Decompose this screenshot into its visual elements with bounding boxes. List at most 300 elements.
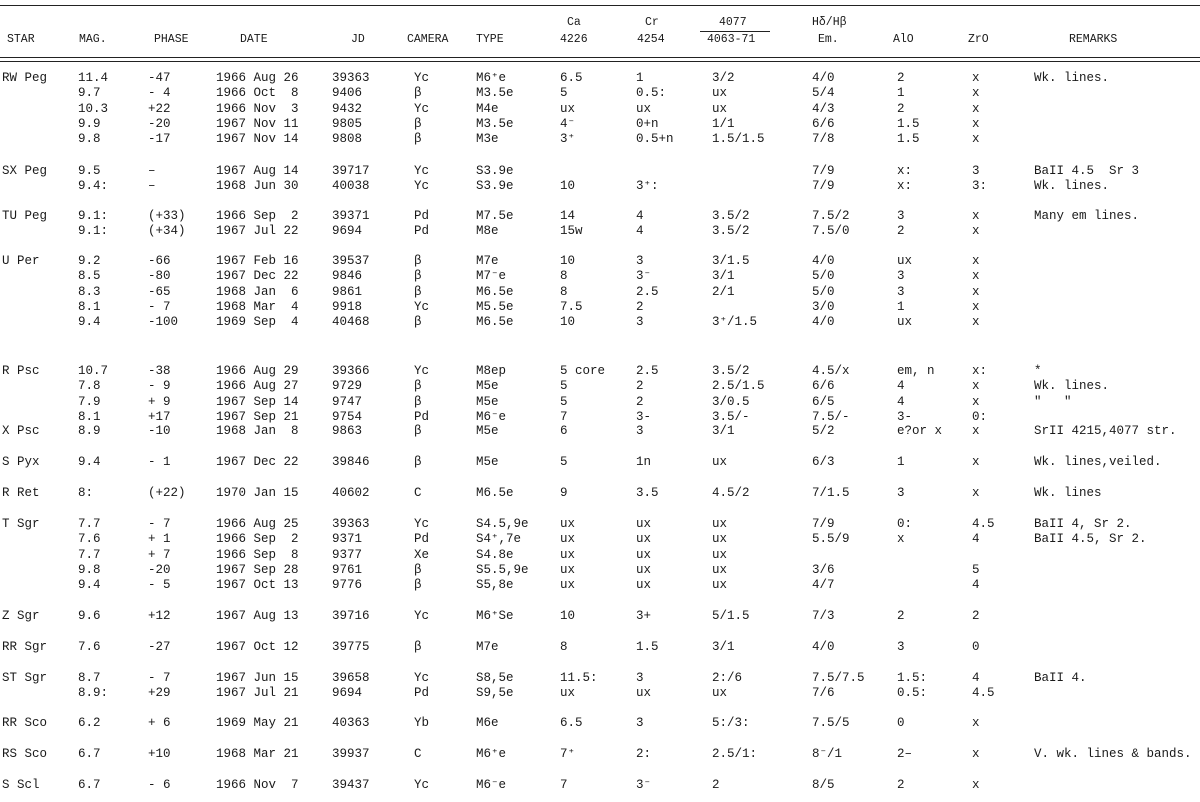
cell-camera: β	[414, 455, 422, 469]
cell-type: M3e	[476, 132, 499, 147]
cell-ca: 14	[560, 209, 576, 223]
cell-ratio: ux	[712, 547, 728, 562]
cell-hdb: 4/7	[812, 578, 835, 593]
cell-zro: x	[972, 379, 980, 394]
star-name-u-per: U Per	[2, 254, 40, 268]
cell-camera: Pd	[414, 532, 430, 547]
cell-ratio: 3/1	[712, 640, 735, 654]
cell-cr: 0.5+n	[636, 132, 674, 147]
cell-cr: 3	[636, 424, 644, 438]
header-jd: JD	[351, 33, 365, 46]
cell-jd: 40602	[332, 486, 370, 500]
cell-type: S5,8e	[476, 578, 514, 593]
cell-mag: 8.5	[78, 269, 101, 284]
cell-ca: 7.5	[560, 299, 583, 314]
cell-alo: 3	[897, 486, 905, 500]
cell-phase: (+22)	[148, 486, 186, 500]
cell-cr: ux	[636, 101, 652, 116]
cell-camera: β	[414, 379, 422, 394]
cell-mag: 8.1	[78, 409, 101, 424]
cell-date: 1967 Aug 14	[216, 164, 299, 178]
cell-date: 1966 Aug 25	[216, 517, 299, 531]
cell-type: M8e	[476, 224, 499, 239]
cell-type: M7e	[476, 254, 499, 268]
cell-zro: x	[972, 747, 980, 761]
cell-camera: β	[414, 116, 422, 131]
header-alo: AlO	[893, 33, 914, 46]
cell-type: M6e	[476, 716, 499, 730]
cell-jd: 9377	[332, 547, 363, 562]
cell-ratio: ux	[712, 578, 728, 593]
cell-jd: 40363	[332, 716, 370, 730]
cell-camera: β	[414, 132, 422, 147]
cell-jd: 9729	[332, 379, 363, 394]
cell-jd: 9371	[332, 532, 363, 547]
cell-ratio: ux	[712, 86, 728, 101]
cell-camera: C	[414, 747, 422, 761]
cell-hdb: 7/3	[812, 609, 835, 623]
cell-ca: 7⁺	[560, 747, 576, 761]
cell-remarks: BaII 4.	[1034, 671, 1087, 685]
cell-ca: ux	[560, 562, 576, 577]
cell-camera: C	[414, 486, 422, 500]
cell-zro: x	[972, 315, 980, 330]
cell-hdb: 5/0	[812, 269, 835, 284]
cell-ca: 10	[560, 315, 576, 330]
cell-ratio: ux	[712, 532, 728, 547]
cell-phase: -100	[148, 315, 179, 330]
cell-ratio: ux	[712, 101, 728, 116]
star-name-sx-peg: SX Peg	[2, 164, 48, 178]
cell-zro: x	[972, 284, 980, 299]
cell-ratio: 3.5/2	[712, 224, 750, 239]
cell-hdb: 7/6	[812, 686, 835, 701]
cell-camera: Pd	[414, 224, 430, 239]
cell-zro: x:	[972, 364, 988, 378]
cell-ratio: 5:/3:	[712, 716, 750, 730]
cell-ca: 6.5	[560, 71, 583, 85]
cell-zro: 4	[972, 532, 980, 547]
cell-hdb: 7/8	[812, 132, 835, 147]
header-remarks: REMARKS	[1069, 33, 1118, 46]
cell-remarks: " "	[1034, 394, 1072, 409]
cell-phase: + 9	[148, 394, 171, 409]
cell-cr: 3-	[636, 409, 652, 424]
cell-camera: Yc	[414, 101, 430, 116]
cell-ca: 7	[560, 778, 568, 792]
cell-mag: 6.7	[78, 747, 101, 761]
cell-type: M4e	[476, 101, 499, 116]
top-rule	[0, 5, 1200, 6]
cell-zro: x	[972, 254, 980, 268]
cell-camera: β	[414, 284, 422, 299]
cell-zro: x	[972, 209, 980, 223]
cell-ratio: 2/1	[712, 284, 735, 299]
cell-phase: - 9	[148, 379, 171, 394]
cell-alo: 2	[897, 778, 905, 792]
header-zro: ZrO	[968, 33, 989, 46]
header-ca-bottom: 4226	[560, 33, 588, 46]
cell-hdb: 5/0	[812, 284, 835, 299]
cell-alo: x	[897, 532, 905, 547]
cell-ratio: 3/0.5	[712, 394, 750, 409]
cell-camera: β	[414, 315, 422, 330]
cell-remarks: Wk. lines	[1034, 486, 1102, 500]
cell-date: 1966 Aug 29	[216, 364, 299, 378]
cell-type: S5.5,9e	[476, 562, 529, 577]
cell-type: S9,5e	[476, 686, 514, 701]
cell-cr: 3	[636, 671, 644, 685]
cell-cr: 2	[636, 379, 644, 394]
cell-phase: + 1	[148, 532, 171, 547]
cell-alo: 2	[897, 101, 905, 116]
cell-type: S4.8e	[476, 547, 514, 562]
cell-jd: 40038	[332, 179, 370, 194]
cell-ca: 5 core	[560, 364, 606, 378]
cell-camera: β	[414, 640, 422, 654]
cell-hdb: 7/9	[812, 164, 835, 178]
cell-date: 1967 Jul 22	[216, 224, 299, 239]
cell-jd: 9406	[332, 86, 363, 101]
cell-ratio: ux	[712, 562, 728, 577]
cell-hdb: 6/6	[812, 116, 835, 131]
cell-camera: Yb	[414, 716, 430, 730]
cell-zro: 3:	[972, 179, 988, 194]
cell-date: 1968 Mar 21	[216, 747, 299, 761]
star-name-tu-peg: TU Peg	[2, 209, 48, 223]
cell-jd: 39658	[332, 671, 370, 685]
cell-jd: 39846	[332, 455, 370, 469]
star-name-s-pyx: S Pyx	[2, 455, 40, 469]
cell-mag: 7.6	[78, 640, 101, 654]
cell-mag: 8.9:	[78, 686, 109, 701]
cell-mag: 9.6	[78, 609, 101, 623]
cell-zro: x	[972, 101, 980, 116]
cell-alo: 2	[897, 71, 905, 85]
cell-mag: 7.8	[78, 379, 101, 394]
cell-alo: ux	[897, 254, 913, 268]
cell-cr: 3.5	[636, 486, 659, 500]
cell-mag: 10.7	[78, 364, 109, 378]
cell-jd: 39366	[332, 364, 370, 378]
cell-date: 1966 Sep 8	[216, 547, 299, 562]
cell-zro: x	[972, 224, 980, 239]
cell-phase: +10	[148, 747, 171, 761]
cell-jd: 9747	[332, 394, 363, 409]
cell-phase: +17	[148, 409, 171, 424]
star-name-r-ret: R Ret	[2, 486, 40, 500]
header-mag: MAG.	[79, 33, 107, 46]
cell-ca: 8	[560, 640, 568, 654]
cell-ratio: 5/1.5	[712, 609, 750, 623]
cell-ca: 8	[560, 269, 568, 284]
cell-ratio: ux	[712, 517, 728, 531]
cell-zro: x	[972, 86, 980, 101]
cell-ratio: 3/1	[712, 424, 735, 438]
cell-date: 1966 Aug 27	[216, 379, 299, 394]
header-cr-bottom: 4254	[637, 33, 665, 46]
cell-hdb: 4.5/x	[812, 364, 850, 378]
cell-zro: 0:	[972, 409, 988, 424]
cell-type: M8ep	[476, 364, 507, 378]
cell-cr: 1	[636, 71, 644, 85]
cell-camera: Pd	[414, 209, 430, 223]
star-name-rs-sco: RS Sco	[2, 747, 48, 761]
cell-camera: Yc	[414, 179, 430, 194]
cell-cr: 2	[636, 394, 644, 409]
cell-phase: -47	[148, 71, 171, 85]
cell-alo: 3	[897, 640, 905, 654]
cell-date: 1968 Mar 4	[216, 299, 299, 314]
cell-cr: 3+	[636, 609, 652, 623]
cell-jd: 39363	[332, 71, 370, 85]
cell-phase: –	[148, 164, 156, 178]
cell-mag: 7.6	[78, 532, 101, 547]
cell-hdb: 7.5/5	[812, 716, 850, 730]
cell-ratio: 3.5/2	[712, 209, 750, 223]
cell-phase: + 6	[148, 716, 171, 730]
cell-alo: 1	[897, 299, 905, 314]
cell-ca: 10	[560, 254, 576, 268]
cell-hdb: 7.5/0	[812, 224, 850, 239]
cell-phase: +29	[148, 686, 171, 701]
cell-hdb: 4/0	[812, 315, 835, 330]
ratio-fraction-bar	[700, 31, 770, 32]
star-name-z-sgr: Z Sgr	[2, 609, 40, 623]
cell-type: M3.5e	[476, 116, 514, 131]
cell-hdb: 8/5	[812, 778, 835, 792]
header-rule-upper	[0, 57, 1200, 58]
cell-phase: -17	[148, 132, 171, 147]
cell-cr: ux	[636, 686, 652, 701]
cell-phase: - 7	[148, 517, 171, 531]
cell-type: M7⁻e	[476, 269, 507, 284]
cell-jd: 9805	[332, 116, 363, 131]
star-name-rw-peg: RW Peg	[2, 71, 48, 85]
cell-mag: 8:	[78, 486, 94, 500]
cell-hdb: 7.5/-	[812, 409, 850, 424]
cell-jd: 9761	[332, 562, 363, 577]
cell-alo: 0.5:	[897, 686, 928, 701]
cell-mag: 10.3	[78, 101, 109, 116]
cell-cr: 1n	[636, 455, 652, 469]
cell-zro: 4	[972, 671, 980, 685]
cell-phase: -27	[148, 640, 171, 654]
cell-remarks: Wk. lines,veiled.	[1034, 455, 1162, 469]
header-ca-top: Ca	[567, 16, 581, 29]
cell-date: 1969 Sep 4	[216, 315, 299, 330]
cell-camera: β	[414, 254, 422, 268]
cell-cr: 3⁻	[636, 269, 652, 284]
cell-cr: 2:	[636, 747, 652, 761]
cell-ca: 15w	[560, 224, 583, 239]
cell-ratio: 2.5/1.5	[712, 379, 765, 394]
cell-zro: x	[972, 269, 980, 284]
cell-cr: 3⁺:	[636, 179, 659, 194]
cell-camera: Yc	[414, 299, 430, 314]
cell-ratio: 1.5/1.5	[712, 132, 765, 147]
cell-alo: 1.5	[897, 132, 920, 147]
cell-date: 1967 Feb 16	[216, 254, 299, 268]
cell-ca: 11.5:	[560, 671, 598, 685]
cell-hdb: 4/3	[812, 101, 835, 116]
cell-phase: (+34)	[148, 224, 186, 239]
cell-phase: - 4	[148, 86, 171, 101]
cell-type: S4.5,9e	[476, 517, 529, 531]
cell-jd: 9918	[332, 299, 363, 314]
cell-alo: x:	[897, 164, 913, 178]
cell-alo: 4	[897, 394, 905, 409]
cell-type: M6⁺e	[476, 71, 507, 85]
cell-ca: 6	[560, 424, 568, 438]
cell-zro: 4.5	[972, 686, 995, 701]
cell-zro: x	[972, 132, 980, 147]
cell-cr: ux	[636, 562, 652, 577]
header-hdb-bottom: Em.	[818, 33, 839, 46]
cell-type: S3.9e	[476, 164, 514, 178]
cell-alo: 1	[897, 455, 905, 469]
cell-ca: 9	[560, 486, 568, 500]
cell-hdb: 7/1.5	[812, 486, 850, 500]
cell-jd: 39717	[332, 164, 370, 178]
star-name-rr-sgr: RR Sgr	[2, 640, 48, 654]
cell-mag: 9.4:	[78, 179, 109, 194]
cell-phase: - 7	[148, 671, 171, 685]
star-name-r-psc: R Psc	[2, 364, 40, 378]
cell-cr: 3⁻	[636, 778, 652, 792]
cell-ratio: ux	[712, 455, 728, 469]
cell-date: 1966 Aug 26	[216, 71, 299, 85]
cell-date: 1967 Jun 15	[216, 671, 299, 685]
cell-hdb: 7/9	[812, 517, 835, 531]
cell-phase: -66	[148, 254, 171, 268]
cell-ratio: ux	[712, 686, 728, 701]
cell-hdb: 5.5/9	[812, 532, 850, 547]
cell-type: M6⁻e	[476, 778, 507, 792]
cell-type: M5e	[476, 379, 499, 394]
cell-mag: 6.7	[78, 778, 101, 792]
cell-ca: 8	[560, 284, 568, 299]
cell-date: 1967 Nov 14	[216, 132, 299, 147]
cell-type: M5e	[476, 455, 499, 469]
cell-phase: - 7	[148, 299, 171, 314]
header-ratio-top: 4077	[719, 16, 747, 29]
cell-ratio: 3⁺/1.5	[712, 315, 758, 330]
cell-ca: 5	[560, 86, 568, 101]
cell-phase: -20	[148, 562, 171, 577]
cell-zro: 4	[972, 578, 980, 593]
cell-type: M6.5e	[476, 284, 514, 299]
cell-zro: x	[972, 71, 980, 85]
cell-ratio: 3/1.5	[712, 254, 750, 268]
cell-camera: β	[414, 578, 422, 593]
cell-cr: 1.5	[636, 640, 659, 654]
cell-alo: 3	[897, 284, 905, 299]
cell-zro: x	[972, 394, 980, 409]
cell-camera: Yc	[414, 778, 430, 792]
cell-jd: 39716	[332, 609, 370, 623]
cell-ratio: 2:/6	[712, 671, 743, 685]
cell-ratio: 1/1	[712, 116, 735, 131]
cell-type: S3.9e	[476, 179, 514, 194]
cell-mag: 9.8	[78, 132, 101, 147]
cell-type: M6.5e	[476, 315, 514, 330]
cell-remarks: Wk. lines.	[1034, 71, 1110, 85]
cell-alo: 1.5	[897, 116, 920, 131]
header-phase: PHASE	[154, 33, 189, 46]
cell-alo: e?or x	[897, 424, 943, 438]
cell-mag: 7.9	[78, 394, 101, 409]
cell-ca: 4⁻	[560, 116, 576, 131]
cell-ca: 10	[560, 609, 576, 623]
cell-alo: em, n	[897, 364, 935, 378]
cell-ca: 6.5	[560, 716, 583, 730]
cell-phase: -65	[148, 284, 171, 299]
cell-mag: 9.4	[78, 578, 101, 593]
cell-remarks: BaII 4.5 Sr 3	[1034, 164, 1140, 178]
cell-cr: 3	[636, 254, 644, 268]
cell-camera: Yc	[414, 364, 430, 378]
cell-alo: 0:	[897, 517, 913, 531]
cell-hdb: 4/0	[812, 71, 835, 85]
cell-jd: 9776	[332, 578, 363, 593]
cell-phase: -38	[148, 364, 171, 378]
cell-alo: 2–	[897, 747, 913, 761]
cell-jd: 9863	[332, 424, 363, 438]
cell-mag: 7.7	[78, 517, 101, 531]
cell-cr: 0+n	[636, 116, 659, 131]
cell-type: M5e	[476, 394, 499, 409]
cell-mag: 8.7	[78, 671, 101, 685]
cell-hdb: 4/0	[812, 254, 835, 268]
cell-cr: 4	[636, 209, 644, 223]
cell-remarks: BaII 4.5, Sr 2.	[1034, 532, 1147, 547]
cell-zro: x	[972, 716, 980, 730]
cell-hdb: 6/5	[812, 394, 835, 409]
cell-date: 1967 Sep 14	[216, 394, 299, 409]
cell-zro: 4.5	[972, 517, 995, 531]
star-name-x-psc: X Psc	[2, 424, 40, 438]
cell-jd: 39937	[332, 747, 370, 761]
cell-hdb: 5/4	[812, 86, 835, 101]
cell-cr: 0.5:	[636, 86, 667, 101]
cell-ca: 7	[560, 409, 568, 424]
cell-jd: 39537	[332, 254, 370, 268]
cell-mag: 8.1	[78, 299, 101, 314]
cell-camera: β	[414, 394, 422, 409]
cell-alo: ux	[897, 315, 913, 330]
cell-type: M3.5e	[476, 86, 514, 101]
cell-phase: +12	[148, 609, 171, 623]
cell-alo: 1.5:	[897, 671, 928, 685]
cell-jd: 9846	[332, 269, 363, 284]
cell-ca: 5	[560, 379, 568, 394]
cell-camera: Xe	[414, 547, 430, 562]
header-rule-lower	[0, 61, 1200, 62]
cell-date: 1967 Nov 11	[216, 116, 299, 131]
cell-phase: (+33)	[148, 209, 186, 223]
cell-zro: 2	[972, 609, 980, 623]
cell-type: M5e	[476, 424, 499, 438]
cell-type: M6⁻e	[476, 409, 507, 424]
cell-remarks: Wk. lines.	[1034, 379, 1110, 394]
cell-ratio: 3/2	[712, 71, 735, 85]
cell-cr: 2.5	[636, 364, 659, 378]
cell-camera: Yc	[414, 609, 430, 623]
cell-type: M6⁺e	[476, 747, 507, 761]
cell-camera: Pd	[414, 686, 430, 701]
header-star: STAR	[7, 33, 35, 46]
